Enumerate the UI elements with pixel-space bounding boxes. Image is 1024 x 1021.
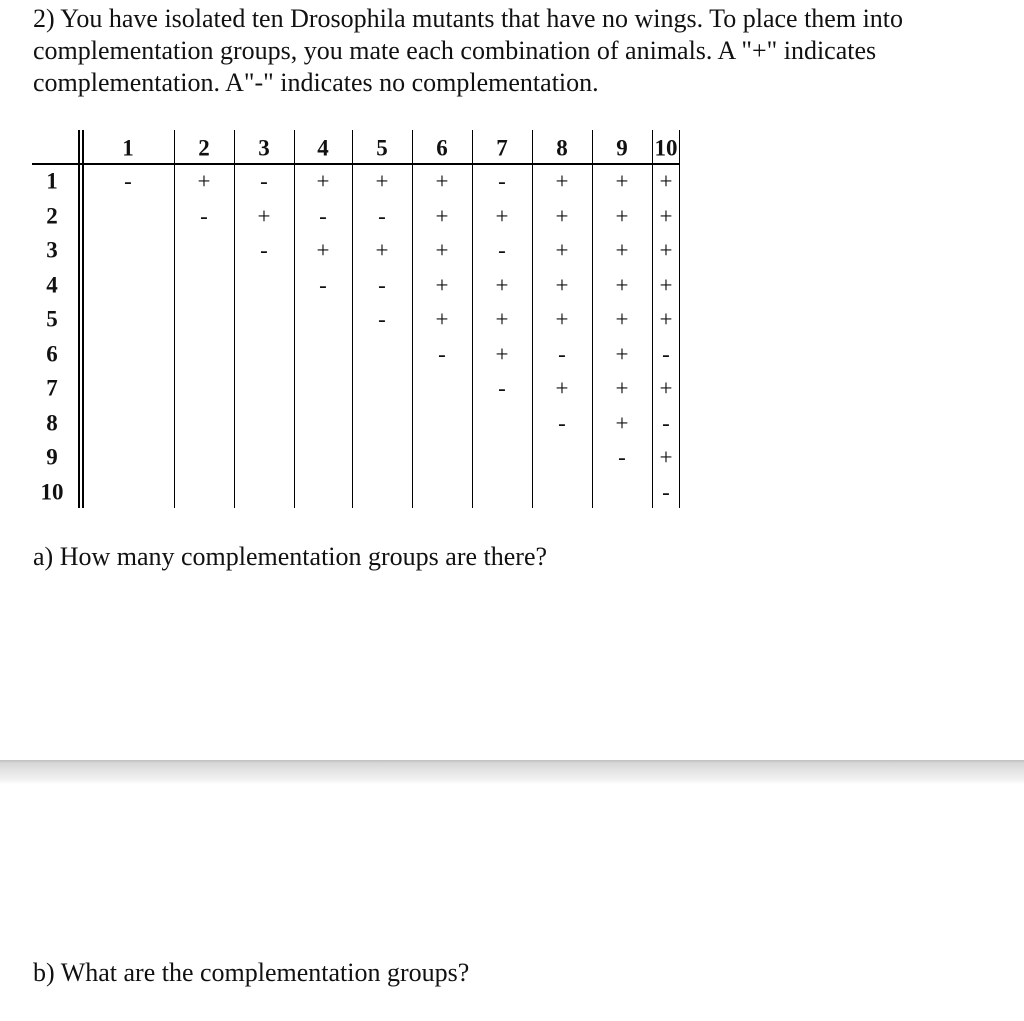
- table-cell: -: [438, 341, 446, 367]
- table-cell: +: [555, 237, 569, 263]
- column-line: [234, 130, 235, 508]
- column-line: [679, 130, 680, 508]
- column-line: [652, 130, 653, 508]
- table-cell: +: [197, 168, 211, 194]
- column-header: 2: [198, 135, 210, 160]
- column-header: 5: [376, 135, 388, 160]
- table-cell: +: [615, 375, 629, 401]
- column-line: [532, 130, 533, 508]
- table-cell: +: [659, 203, 673, 229]
- table-cell: -: [378, 306, 386, 332]
- table-cell: -: [558, 341, 566, 367]
- table-cell: +: [435, 203, 449, 229]
- table-cell: -: [558, 410, 566, 436]
- table-cell: +: [375, 237, 389, 263]
- column-line: [294, 130, 295, 508]
- table-cell: +: [435, 168, 449, 194]
- table-cell: -: [498, 375, 506, 401]
- column-header: 8: [556, 135, 568, 160]
- column-line: [174, 130, 175, 508]
- table-cell: -: [319, 272, 327, 298]
- table-cell: +: [615, 203, 629, 229]
- table-cell: +: [375, 168, 389, 194]
- table-cell: -: [260, 168, 268, 194]
- table-cell: +: [495, 272, 509, 298]
- column-header: 9: [616, 135, 628, 160]
- column-header: 7: [496, 135, 508, 160]
- table-cell: -: [319, 203, 327, 229]
- table-cell: -: [662, 410, 670, 436]
- problem-text: [33, 3, 1018, 99]
- table-cell: +: [555, 272, 569, 298]
- table-cell: -: [378, 203, 386, 229]
- row-label: 6: [46, 341, 58, 367]
- label-column-line-b: [82, 130, 84, 508]
- row-label: 10: [40, 479, 64, 505]
- column-line: [352, 130, 353, 508]
- row-label: 2: [46, 203, 58, 229]
- table-cell: +: [615, 410, 629, 436]
- question-b: b) What are the complementation groups?: [33, 958, 470, 987]
- table-cell: +: [555, 375, 569, 401]
- table-cell: +: [495, 306, 509, 332]
- column-line: [592, 130, 593, 508]
- table-cell: +: [615, 272, 629, 298]
- table-cell: +: [659, 375, 673, 401]
- table-cell: -: [618, 444, 626, 470]
- row-label: 1: [46, 168, 58, 194]
- row-label: 7: [46, 375, 58, 401]
- row-label: 9: [46, 444, 58, 470]
- table-cell: +: [435, 306, 449, 332]
- header-divider-line: [32, 163, 680, 165]
- label-column-line-a: [78, 130, 80, 508]
- column-line: [412, 130, 413, 508]
- problem-line-3: complementation. A"-" indicates no complementation.: [33, 68, 599, 97]
- table-cell: +: [659, 444, 673, 470]
- column-header: 3: [258, 135, 270, 160]
- table-cell: +: [555, 306, 569, 332]
- table-cell: +: [257, 203, 271, 229]
- table-cell: -: [498, 237, 506, 263]
- column-header: 10: [654, 135, 678, 160]
- table-cell: +: [316, 237, 330, 263]
- row-label: 4: [46, 272, 58, 298]
- table-cell: +: [659, 168, 673, 194]
- problem-line-2: complementation groups, you mate each combination of animals. A "+" indicates: [33, 36, 877, 65]
- row-label: 8: [46, 410, 58, 436]
- table-cell: -: [662, 341, 670, 367]
- table-cell: +: [659, 237, 673, 263]
- table-cell: -: [124, 168, 132, 194]
- page-divider: [0, 760, 1024, 784]
- table-cell: -: [200, 203, 208, 229]
- table-cell: +: [615, 306, 629, 332]
- table-cell: +: [555, 203, 569, 229]
- question-a: a) How many complementation groups are there?: [33, 542, 548, 571]
- table-cell: -: [498, 168, 506, 194]
- table-cell: +: [659, 306, 673, 332]
- table-cell: +: [615, 237, 629, 263]
- column-header: 4: [317, 135, 329, 160]
- table-cell: +: [615, 341, 629, 367]
- row-label: 5: [46, 306, 58, 332]
- table-cell: -: [378, 272, 386, 298]
- table-cell: +: [615, 168, 629, 194]
- column-line: [472, 130, 473, 508]
- table-cell: -: [662, 479, 670, 505]
- table-cell: +: [659, 272, 673, 298]
- table-cell: +: [495, 203, 509, 229]
- problem-line-1: 2) You have isolated ten Drosophila mutants that have no wings. To place them into: [33, 4, 904, 33]
- table-cell: +: [435, 237, 449, 263]
- table-cell: -: [260, 237, 268, 263]
- complementation-table: [32, 130, 680, 508]
- column-header: 6: [436, 135, 448, 160]
- table-cell: +: [316, 168, 330, 194]
- table-cell: +: [495, 341, 509, 367]
- table-cell: +: [435, 272, 449, 298]
- row-label: 3: [46, 237, 58, 263]
- column-header: 1: [122, 135, 134, 160]
- table-cell: +: [555, 168, 569, 194]
